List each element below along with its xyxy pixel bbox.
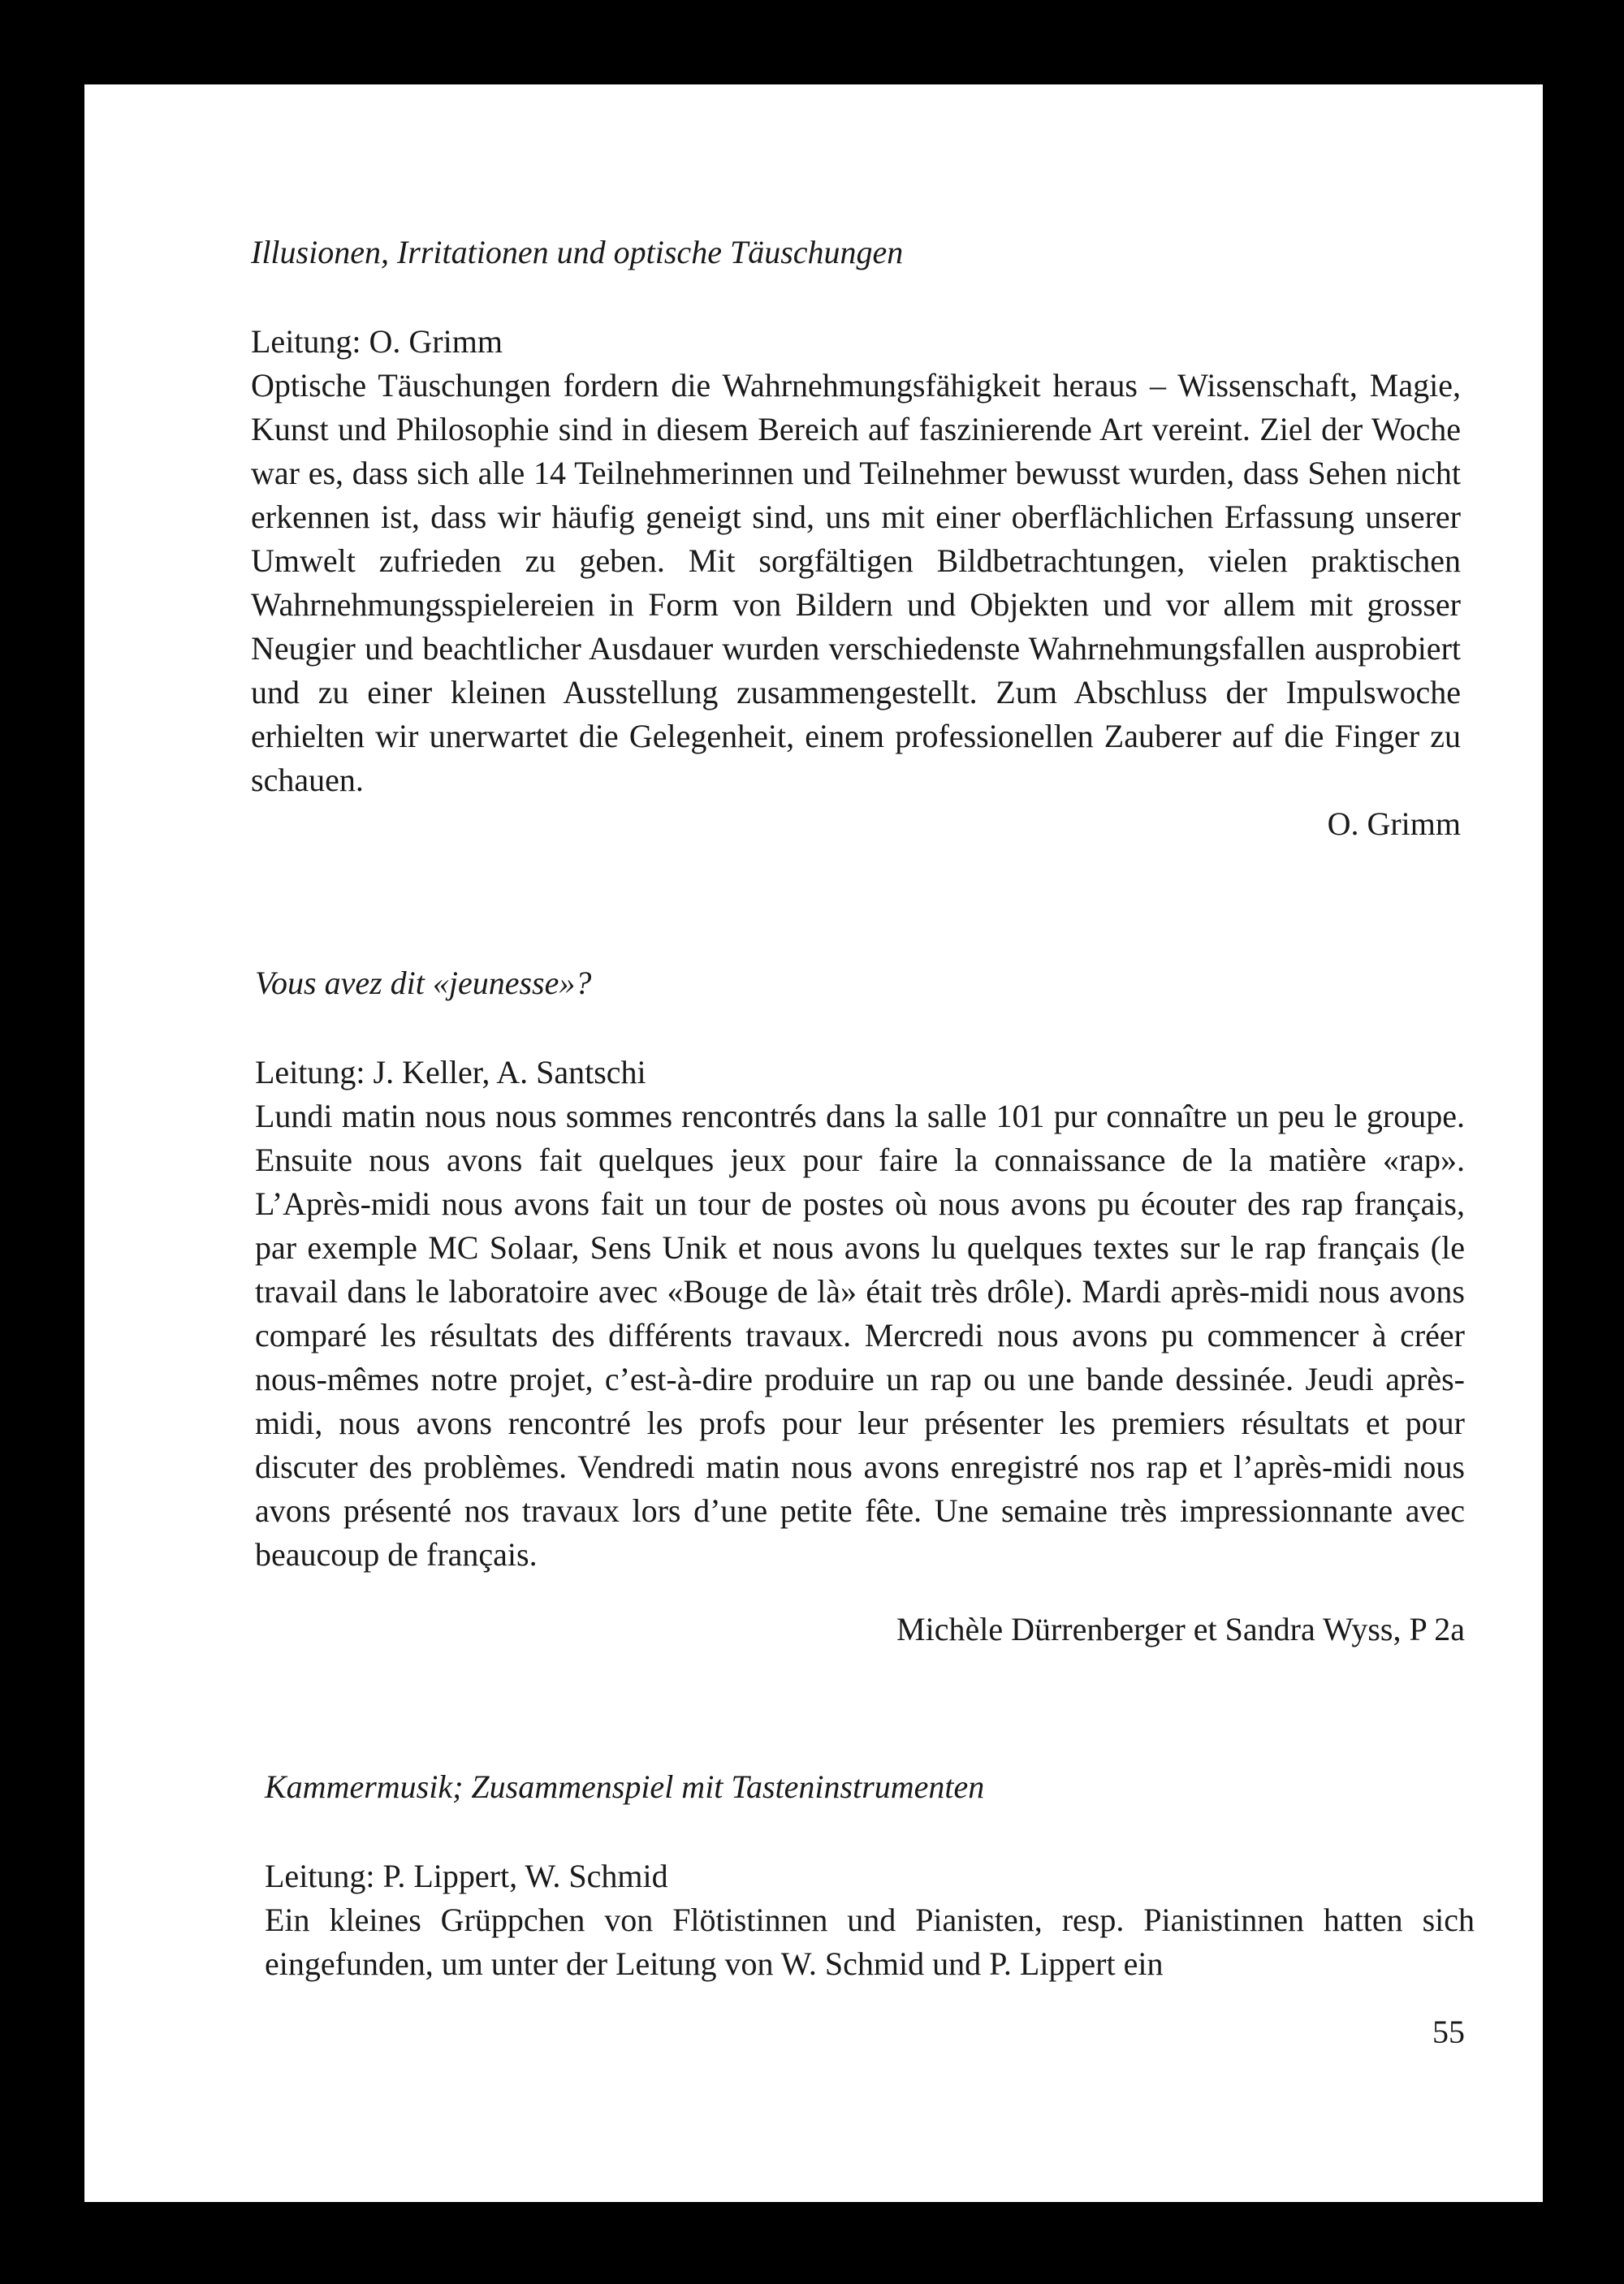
section-signature: Michèle Dürrenberger et Sandra Wyss, P 2a	[896, 1611, 1465, 1647]
section-illusionen	[251, 231, 1461, 846]
page-number: 55	[1432, 2014, 1465, 2050]
section-title: Illusionen, Irritationen und optische Täuschungen	[251, 234, 904, 270]
section-kammermusik	[265, 1765, 1475, 1986]
section-leitung: Leitung: O. Grimm	[251, 323, 503, 360]
section-signature: O. Grimm	[1327, 805, 1461, 842]
section-title: Vous avez dit «jeunesse»?	[255, 965, 592, 1001]
section-title: Kammermusik; Zusammenspiel mit Tasteninstrumenten	[265, 1768, 985, 1805]
section-body: Optische Täuschungen fordern die Wahrnehmungsfähigkeit heraus – Wissenschaft, Magie, Kunst und Philosophie sind in diesem Bereich auf faszinierende Art vereint. Ziel der Woche war es, dass sich alle 14 Teilnehmerinnen und Teilnehmer bewusst wurden, dass Sehen nicht erkennen ist, dass wir häufig geneigt sind, uns mit einer oberflächlichen Erfassung unserer Umwelt zufrieden zu geben. Mit sorgfältigen Bildbetrachtungen, vielen praktischen Wahrnehmungsspielereien in Form von Bildern und Objekten und vor allem mit grosser Neugier und beachtlicher Ausdauer wurden verschiedenste Wahrnehmungsfallen ausprobiert und zu einer kleinen Ausstellung zusammengestellt. Zum Abschluss der Impulswoche erhielten wir unerwartet die Gelegenheit, einem professionellen Zauberer auf die Finger zu schauen.	[251, 367, 1461, 798]
section-body: Ein kleines Grüppchen von Flötistinnen und Pianisten, resp. Pianistinnen hatten sich eingefunden, um unter der Leitung von W. Schmid und P. Lippert ein	[265, 1902, 1475, 1982]
section-leitung: Leitung: J. Keller, A. Santschi	[255, 1054, 646, 1090]
section-body: Lundi matin nous nous sommes rencontrés dans la salle 101 pur connaître un peu le groupe. Ensuite nous avons fait quelques jeux pour faire la connaissance de la matière «rap». L’Après-midi nous avons fait un tour de postes où nous avons pu écouter des rap français, par exemple MC Solaar, Sens Unik et nous avons lu quelques textes sur le rap français (le travail dans le laboratoire avec «Bouge de là» était très drôle). Mardi après-midi nous avons comparé les résultats des différents travaux. Mercredi nous avons pu commencer à créer nous-mêmes notre projet, c’est-à-dire produire un rap ou une bande dessinée. Jeudi après-midi, nous avons rencontré les profs pour leur présenter les premiers résultats et pour discuter des problèmes. Vendredi matin nous avons enregistré nos rap et l’après-midi nous avons présenté nos travaux lors d’une petite fête. Une semaine très impressionnante avec beaucoup de français.	[255, 1098, 1465, 1573]
document-page	[84, 84, 1543, 2202]
section-leitung: Leitung: P. Lippert, W. Schmid	[265, 1858, 668, 1894]
section-jeunesse	[255, 961, 1465, 1651]
